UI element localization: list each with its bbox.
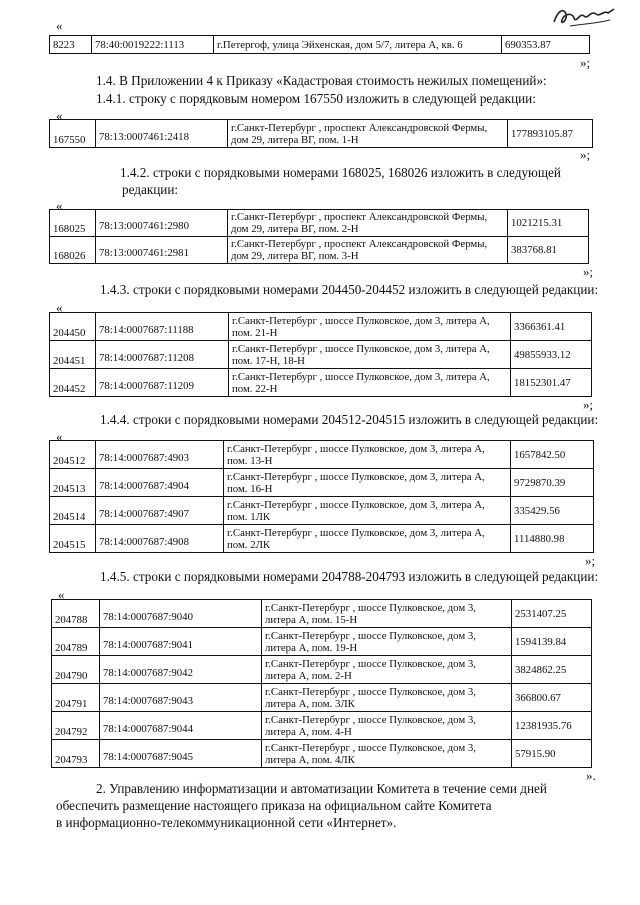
table-row <box>52 600 592 628</box>
cadastral-number: 78:40:0019222:1113 <box>92 36 214 54</box>
section-1-4-2-line1: 1.4.2. строки с порядковыми номерами 168025, 168026 изложить в следующей <box>120 165 561 180</box>
closing-quote: »; <box>580 55 591 70</box>
row-number: 168026 <box>50 237 96 264</box>
address: г.Санкт-Петербург , шоссе Пулковское, дом 3, литера А, пом. 22-Н <box>229 369 511 397</box>
row-number: 204450 <box>50 313 96 341</box>
cadastral-value: 1021215.31 <box>508 210 589 237</box>
closing-quote: »; <box>583 264 594 279</box>
table-row <box>52 684 592 712</box>
record-table-2 <box>49 209 589 264</box>
section-1-4-2-line2: редакции: <box>122 182 179 197</box>
address: г.Петергоф, улица Эйхенская, дом 5/7, литера А, кв. 6 <box>214 36 502 54</box>
table-row <box>52 628 592 656</box>
cadastral-number: 78:14:0007687:11208 <box>96 341 229 369</box>
table-row <box>50 441 594 469</box>
closing-quote: »; <box>585 553 596 568</box>
closing-quote: »; <box>583 397 594 412</box>
record-table-1 <box>49 119 593 148</box>
cadastral-number: 78:13:0007461:2980 <box>96 210 228 237</box>
table-row <box>50 313 592 341</box>
address: г.Санкт-Петербург , шоссе Пулковское, дом 3, литера А, пом. 2-Н <box>262 656 512 684</box>
section-1-4: 1.4. В Приложении 4 к Приказу «Кадастровая стоимость нежилых помещений»: <box>96 73 547 88</box>
row-number: 204792 <box>52 712 100 740</box>
row-number: 8223 <box>50 36 92 54</box>
cadastral-number: 78:13:0007461:2418 <box>96 120 228 148</box>
opening-quote: « <box>56 300 63 315</box>
table-row <box>50 237 589 264</box>
address: г.Санкт-Петербург , шоссе Пулковское, дом 3, литера А, пом. 21-Н <box>229 313 511 341</box>
table-row <box>52 740 592 768</box>
table-row <box>52 712 592 740</box>
cadastral-number: 78:14:0007687:9044 <box>100 712 262 740</box>
paragraph-2-line3: в информационно-телекоммуникационной сети «Интернет». <box>56 815 397 830</box>
cadastral-value: 690353.87 <box>502 36 590 54</box>
cadastral-value: 1114880.98 <box>511 525 594 553</box>
cadastral-value: 49855933.12 <box>511 341 592 369</box>
table-row <box>50 210 589 237</box>
paragraph-2-line1: 2. Управлению информатизации и автоматизации Комитета в течение семи дней <box>96 781 547 796</box>
section-1-4-5: 1.4.5. строки с порядковыми номерами 204788-204793 изложить в следующей редакции: <box>100 569 599 584</box>
record-table-4 <box>49 440 594 553</box>
cadastral-number: 78:14:0007687:9040 <box>100 600 262 628</box>
cadastral-number: 78:14:0007687:11188 <box>96 313 229 341</box>
table-row <box>50 497 594 525</box>
row-number: 204789 <box>52 628 100 656</box>
address: г.Санкт-Петербург , шоссе Пулковское, дом 3, литера А, пом. 2ЛК <box>224 525 511 553</box>
row-number: 204512 <box>50 441 96 469</box>
row-number: 204451 <box>50 341 96 369</box>
row-number: 168025 <box>50 210 96 237</box>
section-1-4-1: 1.4.1. строку с порядковым номером 167550 изложить в следующей редакции: <box>96 91 536 106</box>
cadastral-value: 1594139.84 <box>512 628 592 656</box>
cadastral-value: 1657842.50 <box>511 441 594 469</box>
address: г.Санкт-Петербург , проспект Александровской Фермы, дом 29, литера ВГ, пом. 2-Н <box>228 210 508 237</box>
address: г.Санкт-Петербург , шоссе Пулковское, дом 3, литера А, пом. 3ЛК <box>262 684 512 712</box>
opening-quote: « <box>56 429 63 444</box>
closing-quote: »; <box>580 147 591 162</box>
section-1-4-3: 1.4.3. строки с порядковыми номерами 204450-204452 изложить в следующей редакции: <box>100 282 599 297</box>
table-row <box>50 341 592 369</box>
cadastral-number: 78:14:0007687:4908 <box>96 525 224 553</box>
table-row <box>50 120 593 148</box>
cadastral-number: 78:14:0007687:4903 <box>96 441 224 469</box>
cadastral-value: 177893105.87 <box>508 120 593 148</box>
opening-quote: « <box>56 198 63 213</box>
cadastral-value: 9729870.39 <box>511 469 594 497</box>
row-number: 204515 <box>50 525 96 553</box>
address: г.Санкт-Петербург , проспект Александровской Фермы, дом 29, литера ВГ, пом. 1-Н <box>228 120 508 148</box>
table-row <box>50 369 592 397</box>
closing-quote: ». <box>586 768 596 783</box>
cadastral-value: 335429.56 <box>511 497 594 525</box>
row-number: 204793 <box>52 740 100 768</box>
cadastral-value: 383768.81 <box>508 237 589 264</box>
cadastral-number: 78:14:0007687:4907 <box>96 497 224 525</box>
cadastral-value: 366800.67 <box>512 684 592 712</box>
address: г.Санкт-Петербург , шоссе Пулковское, дом 3, литера А, пом. 17-Н, 18-Н <box>229 341 511 369</box>
cadastral-number: 78:14:0007687:9043 <box>100 684 262 712</box>
address: г.Санкт-Петербург , шоссе Пулковское, дом 3, литера А, пом. 4ЛК <box>262 740 512 768</box>
address: г.Санкт-Петербург , шоссе Пулковское, дом 3, литера А, пом. 16-Н <box>224 469 511 497</box>
table-row <box>50 36 590 54</box>
record-table-3 <box>49 312 592 397</box>
cadastral-number: 78:14:0007687:9042 <box>100 656 262 684</box>
row-number: 204513 <box>50 469 96 497</box>
cadastral-value: 2531407.25 <box>512 600 592 628</box>
cadastral-number: 78:14:0007687:9041 <box>100 628 262 656</box>
table-row <box>50 469 594 497</box>
opening-quote: « <box>58 587 65 602</box>
cadastral-value: 18152301.47 <box>511 369 592 397</box>
table-row <box>50 525 594 553</box>
cadastral-number: 78:14:0007687:9045 <box>100 740 262 768</box>
address: г.Санкт-Петербург , шоссе Пулковское, дом 3, литера А, пом. 19-Н <box>262 628 512 656</box>
address: г.Санкт-Петербург , проспект Александровской Фермы, дом 29, литера ВГ, пом. 3-Н <box>228 237 508 264</box>
record-table-0 <box>49 35 590 54</box>
row-number: 204514 <box>50 497 96 525</box>
cadastral-value: 3824862.25 <box>512 656 592 684</box>
table-row <box>52 656 592 684</box>
cadastral-value: 12381935.76 <box>512 712 592 740</box>
row-number: 204788 <box>52 600 100 628</box>
cadastral-value: 57915.90 <box>512 740 592 768</box>
section-1-4-4: 1.4.4. строки с порядковыми номерами 204512-204515 изложить в следующей редакции: <box>100 412 599 427</box>
cadastral-number: 78:14:0007687:11209 <box>96 369 229 397</box>
row-number: 204790 <box>52 656 100 684</box>
cadastral-value: 3366361.41 <box>511 313 592 341</box>
address: г.Санкт-Петербург , шоссе Пулковское, дом 3, литера А, пом. 4-Н <box>262 712 512 740</box>
row-number: 204791 <box>52 684 100 712</box>
row-number: 204452 <box>50 369 96 397</box>
opening-quote: « <box>56 18 63 33</box>
address: г.Санкт-Петербург , шоссе Пулковское, дом 3, литера А, пом. 15-Н <box>262 600 512 628</box>
paragraph-2-line2: обеспечить размещение настоящего приказа на официальном сайте Комитета <box>56 798 492 813</box>
opening-quote: « <box>56 108 63 123</box>
cadastral-number: 78:14:0007687:4904 <box>96 469 224 497</box>
address: г.Санкт-Петербург , шоссе Пулковское, дом 3, литера А, пом. 13-Н <box>224 441 511 469</box>
record-table-5 <box>51 599 592 768</box>
row-number: 167550 <box>50 120 96 148</box>
cadastral-number: 78:13:0007461:2981 <box>96 237 228 264</box>
address: г.Санкт-Петербург , шоссе Пулковское, дом 3, литера А, пом. 1ЛК <box>224 497 511 525</box>
signature-mark <box>550 4 620 32</box>
